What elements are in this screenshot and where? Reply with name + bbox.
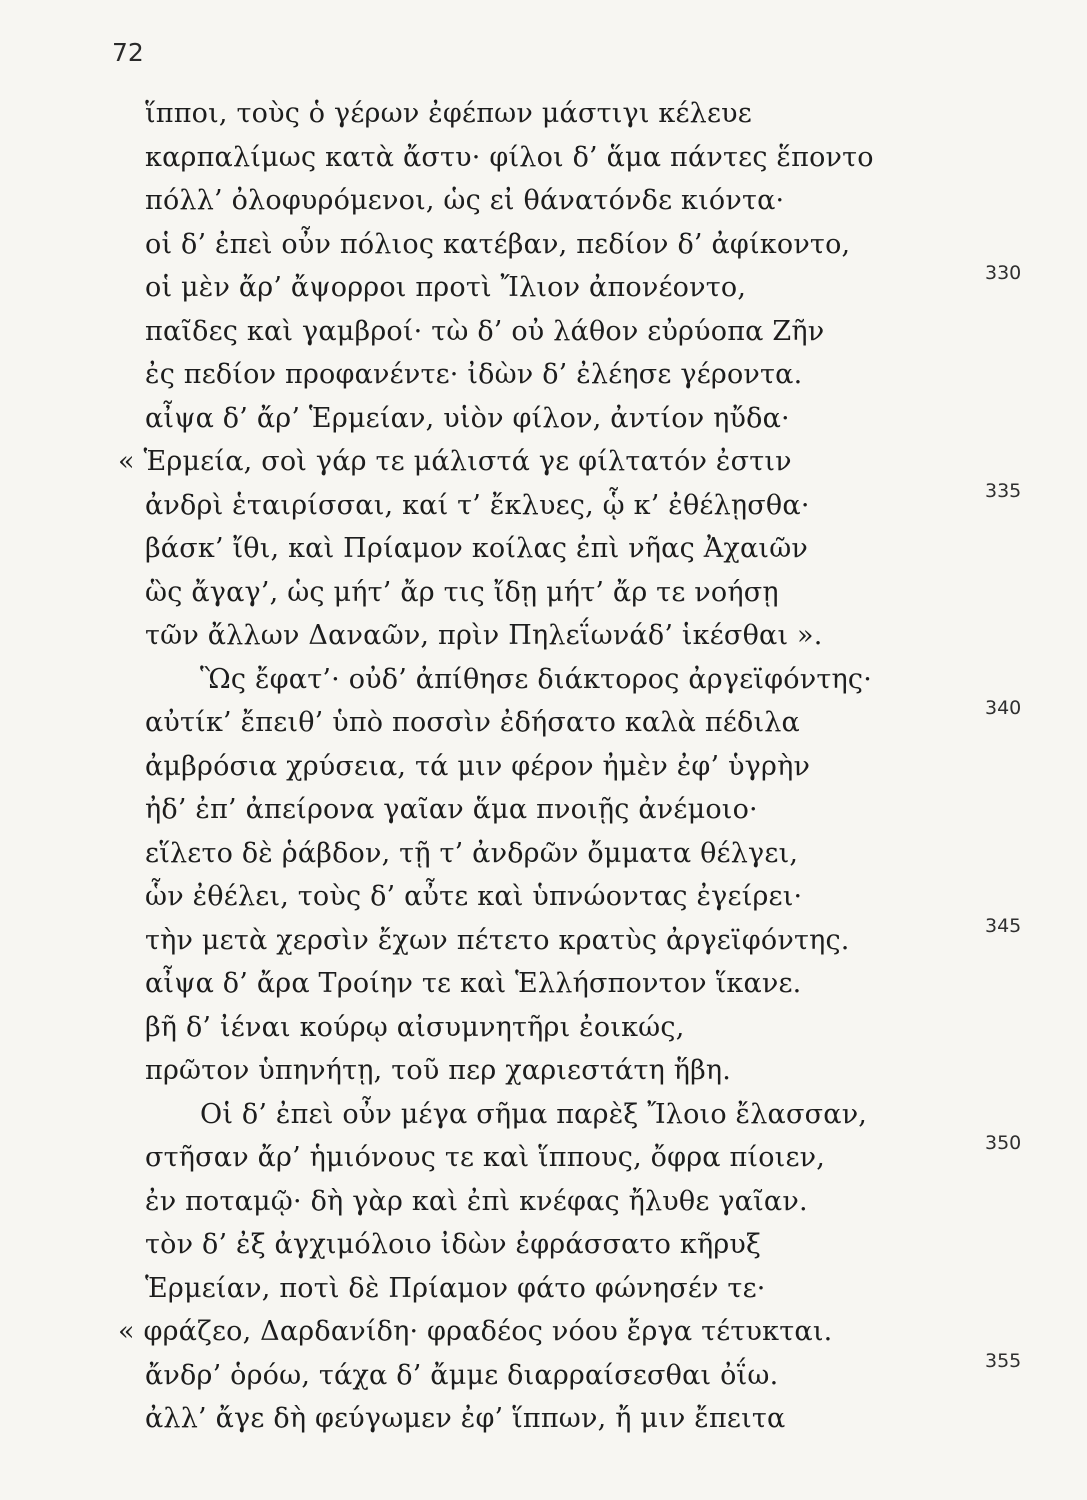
verse-line: ἐν ποταμῷ· δὴ γὰρ καὶ ἐπὶ κνέφας ἤλυθε γαῖαν. bbox=[145, 1185, 808, 1217]
verse-line: ὧν ἐθέλει, τοὺς δ’ αὖτε καὶ ὑπνώοντας ἐγείρει· bbox=[145, 881, 803, 912]
verse-line: πόλλ’ ὀλοφυρόμενοι, ὡς εἰ θάνατόνδε κιόντα· bbox=[145, 185, 785, 216]
verse-line: « φράζεο, Δαρδανίδη· φραδέος νόου ἔργα τέτυκται. bbox=[118, 1316, 833, 1347]
verse-line: τὸν δ’ ἐξ ἀγχιμόλοιο ἰδὼν ἐφράσσατο κῆρυξ bbox=[145, 1229, 762, 1260]
verse-line: ἠδ’ ἐπ’ ἀπείρονα γαῖαν ἅμα πνοιῇς ἀνέμοιο· bbox=[145, 794, 758, 825]
verse-line: αἶψα δ’ ἄρα Τροίην τε καὶ Ἑλλήσποντον ἵκανε. bbox=[145, 968, 802, 999]
verse-line: αἶψα δ’ ἄρ’ Ἑρμείαν, υἱὸν φίλον, ἀντίον ηὔδα· bbox=[145, 402, 790, 434]
verse-line: εἵλετο δὲ ῥάβδον, τῇ τ’ ἀνδρῶν ὄμματα θέλγει, bbox=[145, 837, 799, 869]
verse-line: βάσκ’ ἴθι, καὶ Πρίαμον κοίλας ἐπὶ νῆας Ἀχαιῶν bbox=[145, 533, 809, 564]
verse-line: τῶν ἄλλων Δαναῶν, πρὶν Πηλεΐωνάδ’ ἱκέσθαι ». bbox=[145, 620, 823, 651]
page-number: 72 bbox=[112, 38, 144, 67]
verse-line: οἱ δ’ ἐπεὶ οὖν πόλιος κατέβαν, πεδίον δ’ ἀφίκοντο, bbox=[145, 228, 851, 260]
line-number: 340 bbox=[985, 697, 1022, 719]
verse-line: Οἱ δ’ ἐπεὶ οὖν μέγα σῆμα παρὲξ Ἴλοιο ἔλασσαν, bbox=[200, 1098, 868, 1130]
verse-line: οἱ μὲν ἄρ’ ἄψορροι προτὶ Ἴλιον ἀπονέοντο, bbox=[145, 272, 747, 303]
verse-line: ἀμβρόσια χρύσεια, τά μιν φέρον ἠμὲν ἐφ’ ὑγρὴν bbox=[145, 750, 811, 782]
verse-line: ἐς πεδίον προφανέντε· ἰδὼν δ’ ἐλέησε γέροντα. bbox=[145, 359, 803, 390]
verse-line: πρῶτον ὑπηνήτῃ, τοῦ περ χαριεστάτη ἥβη. bbox=[145, 1055, 732, 1086]
line-number: 350 bbox=[985, 1132, 1022, 1154]
verse-line: ὣς ἄγαγ’, ὡς μήτ’ ἄρ τις ἴδῃ μήτ’ ἄρ τε νοήσῃ bbox=[145, 576, 779, 608]
line-number: 335 bbox=[985, 479, 1022, 502]
line-number: 345 bbox=[985, 914, 1022, 937]
verse-line: ἀνδρὶ ἑταιρίσσαι, καί τ’ ἔκλυες, ᾧ κ’ ἐθέλῃσθα· bbox=[145, 489, 810, 521]
verse-line: παῖδες καὶ γαμβροί· τὼ δ’ οὐ λάθον εὐρύοπα Ζῆν bbox=[145, 315, 825, 347]
line-number: 330 bbox=[985, 262, 1022, 284]
verse-line: ἀλλ’ ἄγε δὴ φεύγωμεν ἐφ’ ἵππων, ἤ μιν ἔπειτα bbox=[145, 1403, 786, 1434]
verse-line: καρπαλίμως κατὰ ἄστυ· φίλοι δ’ ἅμα πάντες ἕποντο bbox=[145, 141, 874, 173]
verse-line: τὴν μετὰ χερσὶν ἔχων πέτετο κρατὺς ἀργεϊφόντης. bbox=[145, 924, 850, 956]
verse-line: « Ἑρμεία, σοὶ γάρ τε μάλιστά γε φίλτατόν ἐστιν bbox=[118, 446, 792, 477]
verse-line: Ἑρμείαν, ποτὶ δὲ Πρίαμον φάτο φώνησέν τε· bbox=[145, 1272, 766, 1304]
verse-line: Ὣς ἔφατ’· οὐδ’ ἀπίθησε διάκτορος ἀργεϊφόντης· bbox=[200, 663, 872, 695]
verse-line: αὐτίκ’ ἔπειθ’ ὑπὸ ποσσὶν ἐδήσατο καλὰ πέδιλα bbox=[145, 707, 800, 738]
line-number: 355 bbox=[985, 1349, 1022, 1372]
verse-line: βῆ δ’ ἰέναι κούρῳ αἰσυμνητῆρι ἐοικώς, bbox=[145, 1011, 685, 1043]
verse-line: στῆσαν ἄρ’ ἡμιόνους τε καὶ ἵππους, ὄφρα πίοιεν, bbox=[145, 1142, 826, 1173]
verse-line: ἵπποι, τοὺς ὁ γέρων ἐφέπων μάστιγι κέλευε bbox=[145, 98, 752, 129]
verse-line: ἄνδρ’ ὁρόω, τάχα δ’ ἄμμε διαρραίσεσθαι ὀΐω. bbox=[145, 1359, 779, 1391]
